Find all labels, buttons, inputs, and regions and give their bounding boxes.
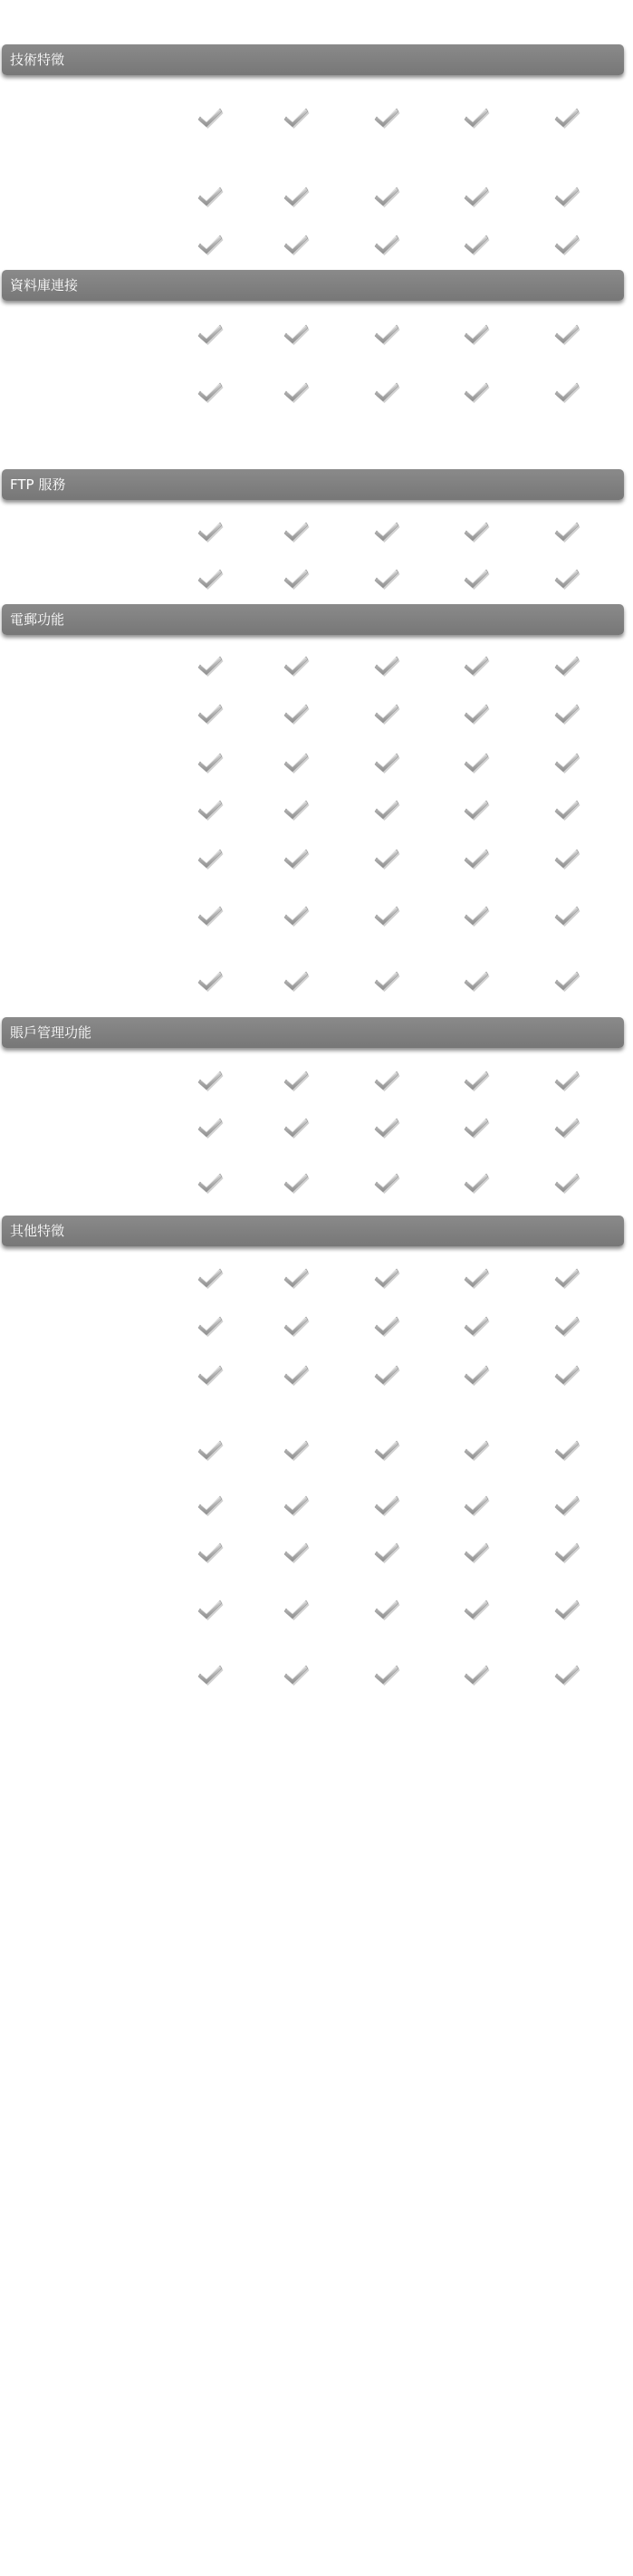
check-icon	[463, 377, 490, 404]
check-icon	[553, 319, 580, 346]
check-icon	[463, 1594, 490, 1621]
check-icon	[463, 747, 490, 774]
check-icon	[553, 1168, 580, 1195]
check-icon	[197, 229, 224, 256]
check-icon	[553, 377, 580, 404]
feature-row-other	[0, 1659, 633, 1687]
check-icon	[553, 966, 580, 993]
check-icon	[373, 377, 400, 404]
check-icon	[463, 1537, 490, 1564]
check-icon	[463, 229, 490, 256]
check-icon	[463, 1112, 490, 1139]
section-header-ftp: FTP 服務	[2, 469, 624, 500]
check-icon	[283, 698, 310, 726]
check-icon	[373, 1537, 400, 1564]
check-icon	[463, 1659, 490, 1687]
check-icon	[283, 1659, 310, 1687]
check-icon	[553, 1537, 580, 1564]
feature-row-db	[0, 377, 633, 404]
check-icon	[553, 1360, 580, 1387]
check-icon	[283, 1112, 310, 1139]
check-icon	[197, 1659, 224, 1687]
check-icon	[553, 563, 580, 591]
check-icon	[197, 966, 224, 993]
check-icon	[283, 650, 310, 678]
check-icon	[553, 102, 580, 130]
check-icon	[553, 181, 580, 208]
check-icon	[463, 794, 490, 822]
check-icon	[463, 966, 490, 993]
check-icon	[197, 319, 224, 346]
check-icon	[283, 181, 310, 208]
check-icon	[197, 698, 224, 726]
check-icon	[373, 1168, 400, 1195]
check-icon	[197, 1311, 224, 1338]
check-icon	[283, 516, 310, 543]
check-icon	[553, 1263, 580, 1290]
feature-row-other	[0, 1537, 633, 1564]
feature-row-account	[0, 1168, 633, 1195]
check-icon	[373, 1490, 400, 1517]
check-icon	[463, 900, 490, 928]
check-icon	[197, 1263, 224, 1290]
feature-row-other	[0, 1435, 633, 1462]
check-icon	[463, 181, 490, 208]
check-icon	[283, 966, 310, 993]
check-icon	[553, 1112, 580, 1139]
check-icon	[197, 1594, 224, 1621]
feature-row-tech	[0, 181, 633, 208]
check-icon	[463, 1435, 490, 1462]
feature-row-other	[0, 1360, 633, 1387]
check-icon	[463, 843, 490, 870]
check-icon	[373, 1360, 400, 1387]
check-icon	[283, 319, 310, 346]
check-icon	[463, 1311, 490, 1338]
check-icon	[197, 1360, 224, 1387]
check-icon	[197, 102, 224, 130]
check-icon	[373, 181, 400, 208]
check-icon	[373, 1594, 400, 1621]
check-icon	[197, 843, 224, 870]
check-icon	[283, 1168, 310, 1195]
check-icon	[553, 1594, 580, 1621]
check-icon	[283, 843, 310, 870]
check-icon	[553, 516, 580, 543]
check-icon	[197, 650, 224, 678]
feature-row-db	[0, 319, 633, 346]
check-icon	[463, 516, 490, 543]
section-header-db: 資料庫連接	[2, 270, 624, 301]
check-icon	[373, 229, 400, 256]
check-icon	[373, 1311, 400, 1338]
check-icon	[373, 747, 400, 774]
feature-row-tech	[0, 229, 633, 256]
check-icon	[373, 319, 400, 346]
feature-row-mail	[0, 900, 633, 928]
check-icon	[553, 1311, 580, 1338]
check-icon	[283, 1360, 310, 1387]
check-icon	[197, 377, 224, 404]
check-icon	[463, 698, 490, 726]
check-icon	[373, 1112, 400, 1139]
check-icon	[463, 1065, 490, 1092]
feature-row-mail	[0, 843, 633, 870]
check-icon	[373, 966, 400, 993]
feature-row-mail	[0, 966, 633, 993]
check-icon	[283, 1065, 310, 1092]
section-header-tech: 技術特徵	[2, 44, 624, 75]
check-icon	[197, 1537, 224, 1564]
feature-row-other	[0, 1594, 633, 1621]
check-icon	[373, 1065, 400, 1092]
feature-row-ftp	[0, 516, 633, 543]
feature-row-other	[0, 1311, 633, 1338]
feature-row-mail	[0, 794, 633, 822]
section-header-mail: 電郵功能	[2, 604, 624, 635]
check-icon	[373, 900, 400, 928]
check-icon	[553, 1490, 580, 1517]
feature-row-mail	[0, 650, 633, 678]
feature-row-ftp	[0, 563, 633, 591]
check-icon	[283, 1537, 310, 1564]
check-icon	[283, 1490, 310, 1517]
check-icon	[373, 1435, 400, 1462]
check-icon	[463, 319, 490, 346]
check-icon	[197, 1490, 224, 1517]
check-icon	[197, 1168, 224, 1195]
check-icon	[283, 377, 310, 404]
check-icon	[197, 794, 224, 822]
check-icon	[553, 843, 580, 870]
check-icon	[373, 1659, 400, 1687]
check-icon	[463, 1490, 490, 1517]
check-icon	[373, 516, 400, 543]
check-icon	[283, 229, 310, 256]
check-icon	[373, 563, 400, 591]
feature-row-mail	[0, 698, 633, 726]
check-icon	[553, 1659, 580, 1687]
check-icon	[283, 794, 310, 822]
feature-row-other	[0, 1490, 633, 1517]
check-icon	[373, 650, 400, 678]
check-icon	[463, 563, 490, 591]
check-icon	[197, 516, 224, 543]
check-icon	[197, 563, 224, 591]
feature-row-account	[0, 1112, 633, 1139]
check-icon	[283, 900, 310, 928]
check-icon	[463, 102, 490, 130]
check-icon	[373, 843, 400, 870]
check-icon	[553, 1435, 580, 1462]
feature-row-mail	[0, 747, 633, 774]
check-icon	[283, 1263, 310, 1290]
check-icon	[553, 900, 580, 928]
check-icon	[553, 1065, 580, 1092]
check-icon	[553, 794, 580, 822]
feature-row-other	[0, 1263, 633, 1290]
check-icon	[463, 650, 490, 678]
feature-row-account	[0, 1065, 633, 1092]
check-icon	[373, 698, 400, 726]
feature-row-tech	[0, 102, 633, 130]
check-icon	[463, 1168, 490, 1195]
section-header-account: 賬戶管理功能	[2, 1017, 624, 1048]
check-icon	[463, 1360, 490, 1387]
check-icon	[553, 747, 580, 774]
check-icon	[197, 900, 224, 928]
check-icon	[197, 181, 224, 208]
check-icon	[463, 1263, 490, 1290]
check-icon	[553, 698, 580, 726]
check-icon	[283, 747, 310, 774]
check-icon	[197, 1435, 224, 1462]
check-icon	[373, 102, 400, 130]
check-icon	[197, 747, 224, 774]
check-icon	[283, 563, 310, 591]
check-icon	[553, 650, 580, 678]
check-icon	[283, 1594, 310, 1621]
check-icon	[283, 1435, 310, 1462]
check-icon	[283, 102, 310, 130]
section-header-other: 其他特徵	[2, 1216, 624, 1246]
check-icon	[283, 1311, 310, 1338]
check-icon	[197, 1112, 224, 1139]
check-icon	[373, 1263, 400, 1290]
check-icon	[553, 229, 580, 256]
check-icon	[373, 794, 400, 822]
check-icon	[197, 1065, 224, 1092]
